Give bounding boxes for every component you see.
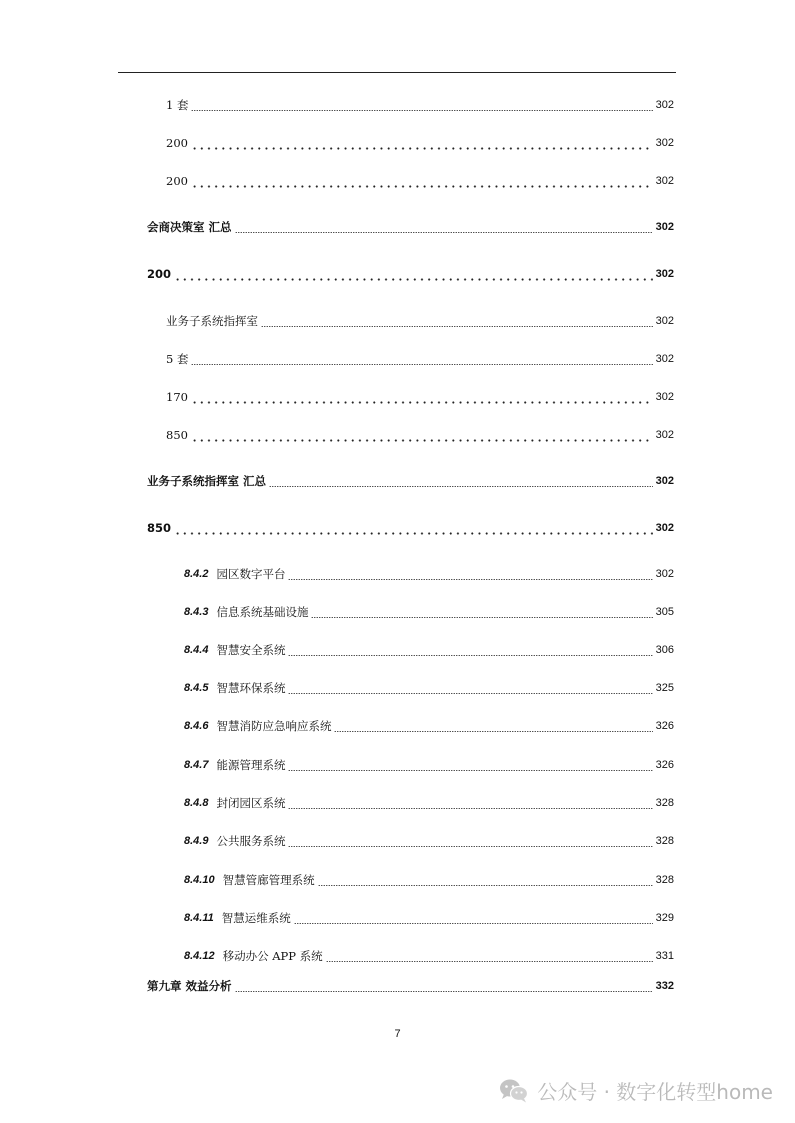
dot-leader	[235, 979, 653, 993]
toc-entry-number: 8.4.9	[184, 835, 209, 847]
toc-entry-number: 8.4.4	[184, 644, 209, 656]
dot-leader	[261, 314, 653, 328]
toc-entry-subsection[interactable]	[184, 909, 674, 925]
toc-entry-label: 850	[166, 428, 188, 442]
toc-entry-label: 170	[166, 390, 188, 404]
toc-entry[interactable]	[166, 96, 674, 112]
dot-leader	[174, 521, 653, 535]
toc-entry-section[interactable]	[147, 472, 674, 488]
dot-leader	[191, 174, 653, 188]
dot-leader	[311, 605, 652, 619]
toc-entry-number: 8.4.6	[184, 720, 209, 732]
toc-entry-label: 移动办公 APP 系统	[222, 949, 323, 963]
dot-leader	[288, 834, 652, 848]
toc-entry[interactable]	[166, 134, 674, 150]
dot-leader	[326, 949, 653, 963]
toc-entry-number: 8.4.5	[184, 682, 209, 694]
toc-entry[interactable]	[166, 426, 674, 442]
dot-leader	[191, 136, 653, 150]
dot-leader	[269, 474, 653, 488]
dot-leader	[191, 428, 653, 442]
dot-leader	[191, 390, 653, 404]
toc-entry-subsection[interactable]	[184, 603, 674, 619]
watermark-text: 公众号 · 数字化转型home	[537, 1080, 773, 1104]
dot-leader	[174, 267, 653, 281]
toc-entry-page: 306	[655, 644, 674, 656]
toc-entry-label: 智慧安全系统	[216, 643, 286, 657]
toc-entry-page: 329	[655, 912, 674, 924]
toc-entry-subsection[interactable]	[184, 794, 674, 810]
dot-leader	[288, 643, 652, 657]
toc-entry-page: 325	[655, 682, 674, 694]
toc-entry-label: 200	[166, 174, 188, 188]
toc-entry-label: 第九章 效益分析	[147, 979, 232, 993]
toc-entry-section[interactable]	[147, 218, 674, 234]
toc-entry-section[interactable]	[147, 265, 674, 281]
toc-entry-subsection[interactable]	[184, 565, 674, 581]
toc-entry-subsection[interactable]	[184, 679, 674, 695]
toc-entry-label: 智慧环保系统	[216, 681, 286, 695]
toc-entry-number: 8.4.12	[184, 950, 215, 962]
page-number: 7	[394, 1028, 401, 1040]
toc-entry-label: 1 套	[166, 98, 189, 112]
toc-entry-page: 302	[655, 568, 674, 580]
toc-entry-label: 200	[166, 136, 188, 150]
dot-leader	[288, 796, 652, 810]
toc-entry-page: 305	[655, 606, 674, 618]
toc-entry-page: 302	[655, 137, 674, 149]
toc-entry-page: 302	[655, 175, 674, 187]
dot-leader	[191, 352, 652, 366]
toc-entry-subsection[interactable]	[184, 641, 674, 657]
dot-leader	[334, 719, 652, 733]
toc-entry[interactable]	[166, 350, 674, 366]
watermark	[499, 1076, 773, 1105]
toc-entry-label: 850	[147, 521, 172, 535]
toc-entry-page: 302	[655, 99, 674, 111]
toc-entry-label: 园区数字平台	[216, 567, 286, 581]
toc-entry-page: 302	[655, 353, 674, 365]
toc-entry-section[interactable]	[147, 519, 674, 535]
toc-entry-page: 328	[655, 835, 674, 847]
toc-entry-number: 8.4.7	[184, 759, 209, 771]
toc-entry-label: 智慧运维系统	[221, 911, 291, 925]
toc-entry-number: 8.4.10	[184, 874, 215, 886]
toc-entry[interactable]	[166, 312, 674, 328]
toc-entry-label: 业务子系统指挥室	[166, 314, 258, 328]
dot-leader	[288, 681, 652, 695]
toc-entry-page: 326	[655, 720, 674, 732]
toc-entry-subsection[interactable]	[184, 871, 674, 887]
wechat-icon	[499, 1078, 529, 1104]
toc-entry[interactable]	[166, 388, 674, 404]
toc-entry-subsection[interactable]	[184, 756, 674, 772]
toc-entry-number: 8.4.3	[184, 606, 209, 618]
toc-entry-page: 302	[655, 522, 674, 534]
dot-leader	[288, 758, 652, 772]
toc-entry-page: 326	[655, 759, 674, 771]
toc-entry-label: 会商决策室 汇总	[147, 220, 232, 234]
toc-entry-number: 8.4.2	[184, 568, 209, 580]
toc-entry-label: 5 套	[166, 352, 189, 366]
toc-entry-page: 328	[655, 797, 674, 809]
toc-entry-subsection[interactable]	[184, 947, 674, 963]
toc-entry[interactable]	[166, 172, 674, 188]
toc-entry-page: 302	[655, 221, 674, 233]
dot-leader	[235, 220, 653, 234]
toc-entry-label: 能源管理系统	[216, 758, 286, 772]
dot-leader	[318, 873, 653, 887]
toc-entry-page: 302	[655, 268, 674, 280]
toc-entry-page: 302	[655, 475, 674, 487]
toc-entry-page: 328	[655, 874, 674, 886]
toc-entry-number: 8.4.8	[184, 797, 209, 809]
toc-entry-label: 智慧管廊管理系统	[222, 873, 315, 887]
toc-entry-label: 封闭园区系统	[216, 796, 286, 810]
toc-entry-label: 信息系统基础设施	[216, 605, 309, 619]
dot-leader	[294, 911, 653, 925]
toc-entry-label: 200	[147, 267, 172, 281]
toc-entry-page: 302	[655, 315, 674, 327]
dot-leader	[288, 567, 652, 581]
toc-entry-page: 332	[655, 980, 674, 992]
toc-entry-label: 智慧消防应急响应系统	[216, 719, 332, 733]
toc-entry-label: 业务子系统指挥室 汇总	[147, 474, 267, 488]
dot-leader	[191, 98, 652, 112]
toc-entry-page: 302	[655, 391, 674, 403]
toc-entry-number: 8.4.11	[184, 912, 214, 924]
toc-entry-chapter[interactable]	[147, 977, 674, 993]
toc-entry-subsection[interactable]	[184, 832, 674, 848]
toc-entry-label: 公共服务系统	[216, 834, 286, 848]
toc-entry-page: 331	[655, 950, 674, 962]
toc-entry-subsection[interactable]	[184, 717, 674, 733]
toc-entry-page: 302	[655, 429, 674, 441]
